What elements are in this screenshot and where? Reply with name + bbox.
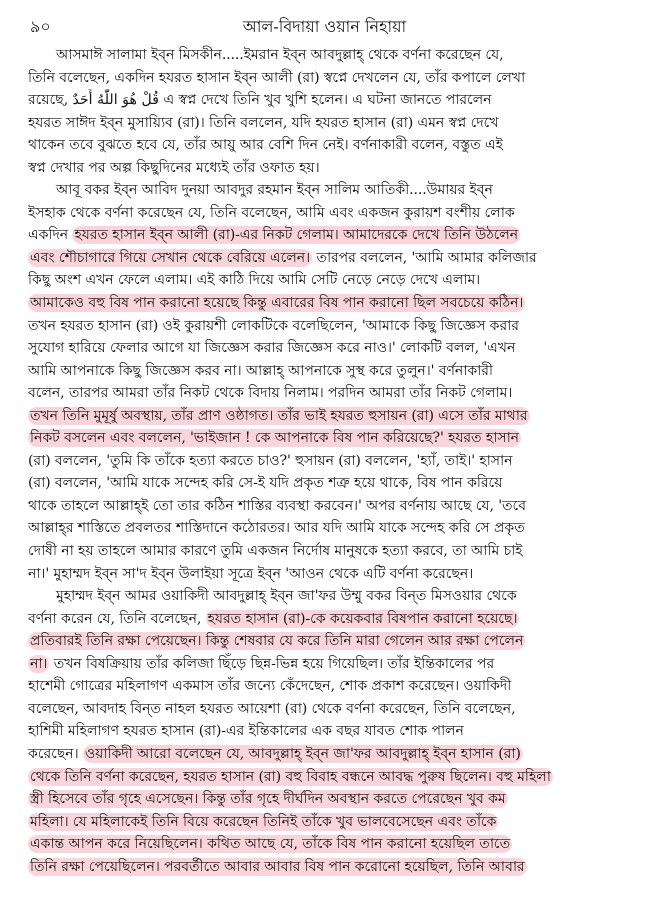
text-line <box>28 495 628 518</box>
line-text: স্বপ্ন দেখার পর অল্প কিছুদিনের মধ্যেই তাঁর ওফাত হয়। <box>28 159 320 176</box>
text-line <box>28 292 628 315</box>
text-line <box>28 382 628 405</box>
text-line <box>28 698 628 721</box>
highlighted-text: তিনি রক্ষা পেয়েছিলেন। পরবর্তীতে আবার আবার বিষ পান করোনো হয়েছিল, তিনি আবার <box>30 858 525 875</box>
text-line <box>28 224 628 247</box>
line-text: একদিন <box>28 227 73 244</box>
highlighted-text: এবং শৌচাগারে গিয়ে সেখান থেকে বেরিয়ে এলেন। <box>30 249 311 266</box>
text-line <box>28 427 628 450</box>
text-line <box>28 630 628 653</box>
text-line <box>28 202 628 225</box>
line-text: হাশেমী গোত্রের মহিলাগণ একমাস তাঁর জন্যে কেঁদেছেন, শোক প্রকাশ করেছেন। ওয়াকিদী <box>28 678 512 695</box>
line-text: বলেন, তারপর আমরা তাঁর নিকট থেকে বিদায় নিলাম। পরদিন আমরা তাঁর নিকট গেলাম। <box>28 385 513 402</box>
line-text: ইসহাক থেকে বর্ণনা করেছেন যে, তিনি বলেছেন, আমি এবং একজন কুরায়শ বংশীয় লোক <box>28 204 515 221</box>
text-line <box>28 89 628 112</box>
line-text: আসমাঈ সালামা ইব্‌ন মিসকীন.....ইমরান ইব্‌ন আবদুল্লাহ্‌ থেকে বর্ণনা করেছেন যে, <box>56 47 504 63</box>
line-text: আবূ বকর ইব্‌ন আবিদ দুনয়া আবদুর রহমান ইব্‌ন সালিম আতিকী....উমায়র ইব্‌ন <box>56 182 493 199</box>
text-line <box>28 766 628 789</box>
highlighted-text: ওয়াকিদী আরো বলেছেন যে, আবদুল্লাহ্‌ ইব্‌ন জা'ফর আবদুল্লাহ্‌ ইব্‌ন হাসান (রা) <box>84 745 521 762</box>
highlighted-text: হযরত হাসান (রা)-কে কয়েকবার বিষপান করানো হয়েছে। <box>207 610 518 627</box>
line-text: কিছু অংশ এখন ফেলে এলাম। এই কাঠি দিয়ে আমি সেটি নেড়ে নেড়ে দেখে এলাম। <box>28 272 481 289</box>
text-line <box>28 247 628 270</box>
text-line <box>28 405 628 428</box>
highlighted-text: স্ত্রী হিসেবে তাঁর গৃহে এসেছেন। কিন্তু তাঁর গৃহে দীর্ঘদিন অবস্থান করতে পেরেছেন খুব কম <box>30 791 506 808</box>
line-text: না।' মুহাম্মদ ইব্‌ন সা'দ ইব্‌ন উলাইয়া সূত্রে ইব্‌ন 'আওন থেকে এটি বর্ণনা করেছেন। <box>28 565 474 582</box>
highlighted-text: মহিলা। যে মহিলাকেই তিনি বিয়ে করেছেন তিনিই তাঁকে খুব ভালবেসেছেন এবং তাঁকে <box>30 813 497 830</box>
line-text: থাকে তাহলে আল্লাহ্‌ই তো তার কঠিন শাস্তির ব্যবস্থা করবেন।' অপর বর্ণনায় আছে যে, 'তবে <box>28 497 526 514</box>
highlighted-text: একান্ত আপন করে নিয়েছিলেন। কথিত আছে যে, তাঁকে বিষ পান করানো হয়েছিল তাতে <box>30 836 511 853</box>
text-line <box>28 833 628 856</box>
text-line <box>28 720 628 743</box>
line-text: মুহাম্মদ ইব্‌ন আমর ওয়াকিদী আবদুল্লাহ্‌ ইব্‌ন জা'ফর উম্মু বকর বিন্‌ত মিসওয়ার থেকে <box>56 588 517 605</box>
text-line <box>28 450 628 473</box>
line-text: হযরত সাঈদ ইব্‌ন মুসায়্যিব (রা)। তিনি বললেন, যদি হযরত হাসান (রা) এমন স্বপ্ন দেখে <box>28 114 499 131</box>
text-line <box>28 743 628 766</box>
line-text: রয়েছে, قُلْ هُوَ اللّٰهُ أَحَدٌ এ স্বপ্ন দেখে তিনি খুব খুশি হলেন। এ ঘটনা জানতে পারলেন <box>28 92 492 109</box>
running-title: আল-বিদায়া ওয়ান নিহায়া <box>242 17 407 36</box>
text-line <box>28 563 628 586</box>
text-line <box>28 44 628 67</box>
text-line <box>28 608 628 631</box>
line-text: থাকেন তবে বুঝতে হবে যে, তাঁর আয়ু আর বেশি দিন নেই। বর্ণনাকারী বলেন, বস্তুত এই <box>28 137 503 154</box>
line-text: (রা) বললেন, 'তুমি কি তাঁকে হত্যা করতে চাও?' হুসায়ন (রা) বললেন, 'হ্যাঁ, তাই।' হাসান <box>28 452 513 469</box>
highlighted-text: নিকট বসলেন এবং বললেন, 'ভাইজান ! কে আপনাকে বিষ পান করিয়েছে?' হযরত হাসান <box>30 430 519 447</box>
text-line <box>28 179 628 202</box>
text-line <box>28 337 628 360</box>
highlighted-text: হযরত হাসান ইব্‌ন আলী (রা)-এর নিকট গেলাম। আমাদেরকে দেখে তিনি উঠলেন <box>74 227 519 244</box>
text-line <box>28 653 628 676</box>
line-text: বর্ণনা করেন যে, তিনি বলেছেন, <box>28 610 206 627</box>
text-line <box>28 540 628 563</box>
text-line <box>28 360 628 383</box>
line-text: তখন হযরত হাসান (রা) ওই কুরায়শী লোকটিকে বলেছিলেন, 'আমাকে কিছু জিজ্ঞেস করার <box>28 317 519 334</box>
text-line <box>28 585 628 608</box>
text-line <box>28 67 628 90</box>
text-line <box>28 157 628 180</box>
line-text: হাশিমী মহিলাগণ হযরত হাসান (রা)-এর ইন্তিকালের এক বছর যাবত শোক পালন <box>28 723 464 740</box>
highlighted-text: তখন তিনি মুমূর্ষু অবস্থায়, তাঁর প্রাণ ওষ্ঠাগত। তাঁর ভাই হযরত হুসায়ন (রা) এসে তাঁর মাথার <box>30 407 528 424</box>
text-line <box>28 315 628 338</box>
highlighted-text: আমাকেও বহু বিষ পান করানো হয়েছে কিন্তু এবারের বিষ পান করানো ছিল সবচেয়ে কঠিন। <box>30 295 524 312</box>
text-line <box>28 269 628 292</box>
text-line <box>28 472 628 495</box>
line-text: (রা) বললেন, 'আমি যাকে সন্দেহ করি সে-ই যদি প্রকৃত শত্রু হয়ে থাকে, বিষ পান করিয়ে <box>28 475 503 492</box>
line-text: তারপর বললেন, 'আমি আমার কলিজার <box>312 249 537 266</box>
line-text: সুযোগ হারিয়ে ফেলার আগে যা জিজ্ঞেস করার জিজ্ঞেস করে নাও।' লোকটি বলল, 'এখন <box>28 340 516 357</box>
line-text: তিনি বলেছেন, একদিন হযরত হাসান ইব্‌ন আলী (রা) স্বপ্নে দেখলেন যে, তাঁর কপালে লেখা <box>28 69 526 86</box>
line-text: বলেছেন, আবদাহ বিন্‌ত নাহল হযরত আয়েশা (রা) থেকে বর্ণনা করেছেন, তিনি বলেছেন, <box>28 700 516 717</box>
highlighted-text: প্রতিবারই তিনি রক্ষা পেয়েছেন। কিন্তু শেষবার যে করে তিনি মারা গেলেন আর রক্ষা পেলেন <box>30 633 524 650</box>
highlighted-text: থেকে তিনি বর্ণনা করেছেন, হযরত হাসান (রা) বহু বিবাহ বন্ধনে আবদ্ধ পুরুষ ছিলেন। বহু মহিলা <box>30 768 551 785</box>
line-text: দোষী না হয় তাহলে আমার কারণে তুমি একজন নির্দোষ মানুষকে হত্যা করবে, তা আমি চাই <box>28 543 523 560</box>
line-text: আমি আপনাকে কিছু জিজ্ঞেস করব না। আল্লাহ্‌ আপনাকে সুস্থ করে তুলুন।' বর্ণনাকারী <box>28 362 493 379</box>
highlighted-text: না। <box>30 655 48 672</box>
text-line <box>28 811 628 834</box>
page-number: ৯০ <box>30 17 51 36</box>
text-line <box>28 517 628 540</box>
page-header <box>0 14 649 40</box>
text-line <box>28 675 628 698</box>
text-line <box>28 856 628 879</box>
text-line <box>28 112 628 135</box>
line-text: করেছেন। <box>28 745 83 762</box>
text-line <box>28 134 628 157</box>
body-text <box>28 44 628 878</box>
line-text: আল্লাহ্‌র শাস্তিতে প্রবলতর শাস্তিদানে কঠোরতর। আর যদি আমি যাকে সন্দেহ করি সে প্রকৃত <box>28 520 525 537</box>
line-text: তখন বিষক্রিয়ায় তাঁর কলিজা ছিঁড়ে ছিন্ন-ভিন্ন হয়ে গিয়েছিল। তাঁর ইন্তিকালের পর <box>49 655 495 672</box>
text-line <box>28 788 628 811</box>
